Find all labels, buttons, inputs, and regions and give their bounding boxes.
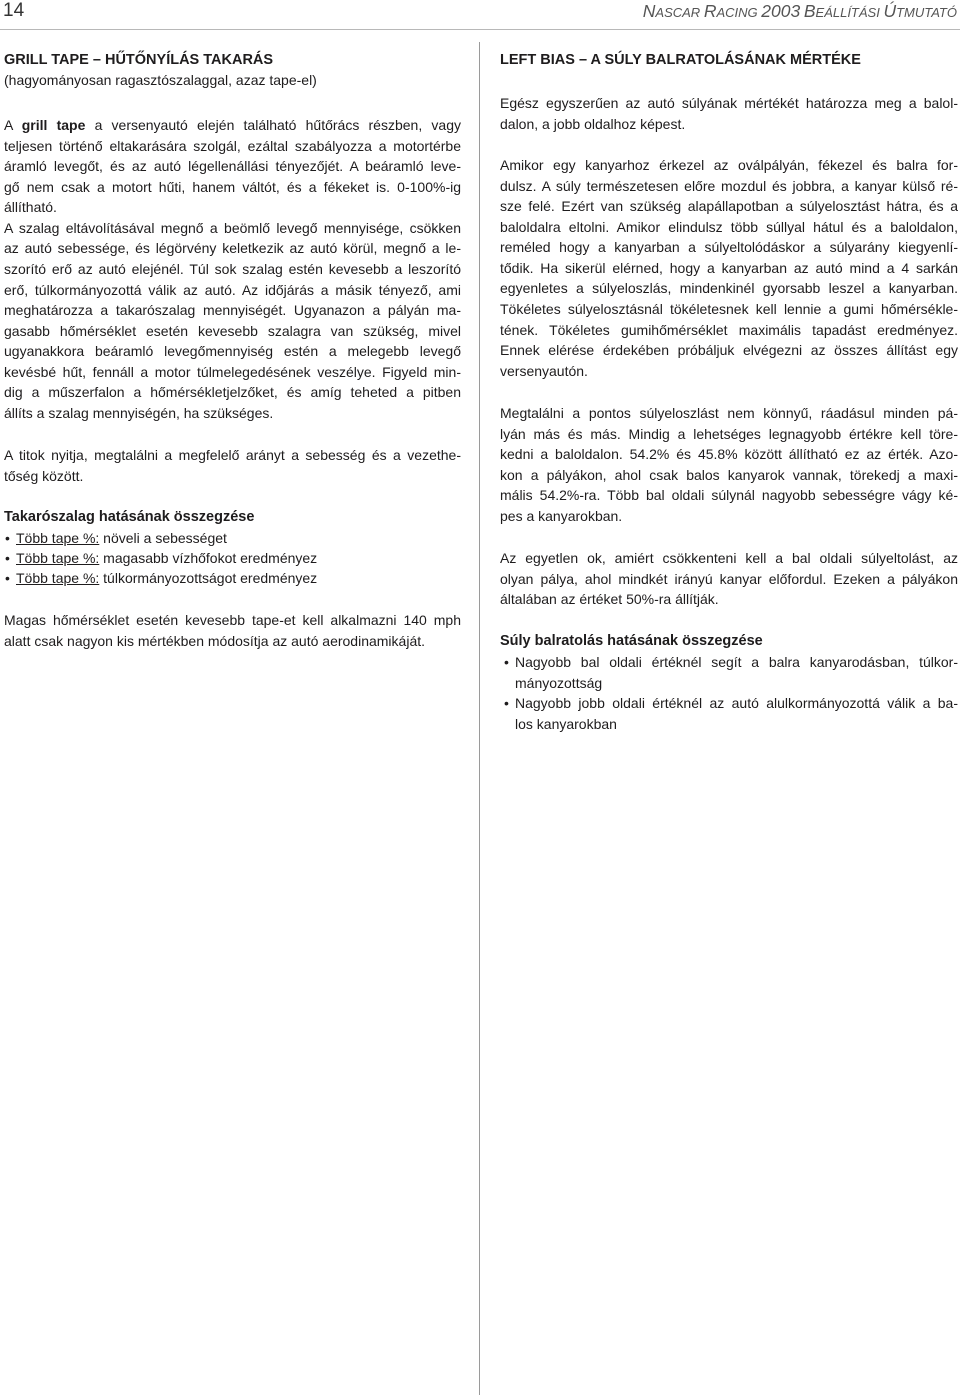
bullet-item <box>500 693 958 734</box>
bullet-item <box>4 548 461 568</box>
grill-tape-heading: GRILL TAPE – HŰTŐNYÍLÁS TAKARÁS <box>4 52 274 68</box>
left-bias-cornering <box>500 155 958 381</box>
text-line: kevésbé hűt, fennáll a motor túlmelegedésének veszélye. Figyeld min- <box>4 363 461 380</box>
running-title-word: ÚTMUTATÓ <box>883 1 957 21</box>
bullet-icon <box>504 652 509 673</box>
bullet-icon <box>504 693 509 714</box>
text-line: lyán más és más. Mindig a lehetséges legnagyobb értékre kell töre- <box>500 425 958 442</box>
text-line: tének. Tökéletes gumihőmérséklet maximális tapadást eredményez. <box>500 321 958 338</box>
left-bias-heading: LEFT BIAS – A SÚLY BALRATOLÁSÁNAK MÉRTÉKE <box>500 52 861 68</box>
bias-summary-heading: Súly balratolás hatásának összegzése <box>500 633 763 649</box>
text-line: szorító erő az autó elejénél. Túl sok szalag estén kevesebb a leszorító <box>4 260 461 277</box>
text-line: Amikor egy kanyarhoz érkezel az oválpályán, fékezel és balra for- <box>500 157 958 173</box>
bullet-label: Több tape %: <box>16 550 100 567</box>
text-line: teljesen történő eltakarására szolgál, ezáltal szabályozza a motortérbe <box>4 137 461 154</box>
grill-tape-term: grill tape <box>21 117 86 133</box>
bullet-line: los kanyarokban <box>515 715 617 732</box>
text-line: versenyautón. <box>500 362 588 379</box>
grill-tape-balance-note <box>4 445 461 486</box>
text-line: Ennek elérése érdekében próbáljuk elvégezni az összes állítást egy <box>500 342 958 359</box>
text-line: pes a kanyarokban. <box>500 507 623 524</box>
page-number: 14 <box>3 0 25 21</box>
text-line: dulsz. A súly természetesen előre mozdul és jobbra, a kanyar külső ré- <box>500 177 958 194</box>
text-line: dig a műszerfalon a hőmérsékletjelzőket, és amíg teheted a pitben <box>4 384 461 401</box>
text-line: tőség között. <box>4 467 84 484</box>
text-line: olyan pálya, ahol mindkét irányú kanyar előfordul. Ezeken a pályákon <box>500 570 958 587</box>
text-line: baloldalra eltolni. Amikor elindulsz több súllyal hátul és a baloldalon, <box>500 218 958 235</box>
bullet-line: Nagyobb jobb oldali értéknél az autó alulkormányozottá válik a ba- <box>515 695 958 712</box>
grill-tape-paragraph-2 <box>4 218 461 424</box>
text-line: állíts a szalag mennyiségén, ha szükséges. <box>4 404 274 421</box>
grill-tape-subtitle: (hagyományosan ragasztószalaggal, azaz tape-el) <box>4 72 317 88</box>
left-bias-range <box>500 403 958 526</box>
text-line: tődik. Ha sikerül elérned, hogy a kanyarban az autó mind a 4 sarkán <box>500 259 958 276</box>
intro-prefix: A <box>4 117 22 133</box>
text-line: általában az értéket 50%-ra állítják. <box>500 591 719 608</box>
text-line: Magas hőmérséklet esetén kevesebb tape-et kell alkalmazni 140 mph <box>4 612 461 628</box>
grill-tape-paragraph-1 <box>4 136 461 218</box>
text-line: kedni a baloldalon. 54.2% és 45.8% között állítható ez az érték. Azo- <box>500 446 958 463</box>
text-line: gő nem csak a motort hűti, hanem váltót, és a fékeket is. 0-100%-ig <box>4 178 461 195</box>
running-title-word: 2003 <box>761 1 801 21</box>
text-line: alatt csak nagyon kis mértékben módosítja az autó aerodinamikáját. <box>4 632 426 649</box>
high-temperature-note <box>4 610 461 651</box>
text-line: Tökéletes súlyelosztásnál tökéletesnek kell lennie a gumi hőmérsékle- <box>500 300 958 317</box>
intro-suffix: a versenyautó elején található hűtőrács részben, vagy <box>85 117 461 133</box>
bullet-item <box>4 528 461 548</box>
bullet-text: magasabb vízhőfokot eredményez <box>103 550 318 567</box>
text-line: kon a pályákon, ahol csak balos kanyarok vannak, törekedj a maxi- <box>500 466 958 483</box>
column-divider <box>479 42 480 1395</box>
text-line: dalon, a jobb oldalhoz képest. <box>500 115 686 132</box>
text-line: meghatározza a takarószalag mennyiségét. Ugyanazon a pályán ma- <box>4 302 461 319</box>
running-title-word: BEÁLLÍTÁSI <box>803 1 880 21</box>
text-line: sze felé. Ezért van szükség alapállapotban a súlyelosztást hátra, és a <box>500 198 958 215</box>
header-divider <box>0 29 960 30</box>
text-line: az autó sebessége, és légörvény keletkezik az autó körül, megnő a le- <box>4 240 461 257</box>
bullet-text: túlkormányozottságot eredményez <box>103 570 318 587</box>
text-line: egyenletes a súlyeloszlás, mindenkinél gyorsabb leszel a kanyarban. <box>500 280 958 297</box>
text-line: Megtalálni a pontos súlyeloszlást nem könnyű, ráadásul minden pá- <box>500 405 958 421</box>
text-line: mális 54.2%-ra. Több bal oldali súlynál nagyobb sebességre vágy ké- <box>500 487 958 504</box>
bullet-label: Több tape %: <box>16 570 100 587</box>
left-bias-intro <box>500 93 958 134</box>
running-title <box>643 1 957 23</box>
bullet-item <box>500 652 958 693</box>
text-line: ugyanakkora beáramló levegőmennyiség estén a melegebb levegő <box>4 343 461 360</box>
bullet-icon <box>5 528 10 548</box>
bullet-icon <box>5 568 10 588</box>
running-title-word: NASCAR <box>642 1 701 21</box>
running-title-word: RACING <box>703 1 758 21</box>
text-line: Egész egyszerűen az autó súlyának mértékét határozza meg a balol- <box>500 95 958 111</box>
tape-summary-heading: Takarószalag hatásának összegzése <box>4 509 255 525</box>
text-line: áramló levegőt, és az autó légellenállási tényezőjét. A beáramló leve- <box>4 158 461 175</box>
bullet-text: növeli a sebességet <box>103 530 227 546</box>
intro-line <box>4 115 461 136</box>
text-line: A titok nyitja, megtalálni a megfelelő arányt a sebesség és a vezethe- <box>4 447 461 463</box>
bullet-item <box>4 568 461 588</box>
text-line: gasabb hőmérséklet esetén kevesebb szalagra van szükség, mivel <box>4 322 461 339</box>
bullet-line: mányozottság <box>515 674 603 691</box>
bullet-label: Több tape %: <box>16 530 100 546</box>
tape-summary-list <box>4 528 461 589</box>
bullet-icon <box>5 548 10 568</box>
text-line: állítható. <box>4 199 57 216</box>
text-line: reméled hogy a kanyarban a súlyeltolódáskor a súlyarány kiegyenlí- <box>500 239 958 256</box>
text-line: Az egyetlen ok, amiért csökkenteni kell a bal oldali súlyeltolást, az <box>500 550 958 566</box>
bullet-line: Nagyobb bal oldali értéknél segít a balra kanyarodásban, túlkor- <box>515 654 958 670</box>
left-bias-exception <box>500 548 958 610</box>
text-line: A szalag eltávolításával megnő a beömlő levegő mennyisége, csökken <box>4 219 461 236</box>
grill-tape-description <box>4 115 461 423</box>
bias-summary-list <box>500 652 958 734</box>
text-line: erő, túlkormányozottá válik az autó. Az időjárás a másik tényező, ami <box>4 281 461 298</box>
